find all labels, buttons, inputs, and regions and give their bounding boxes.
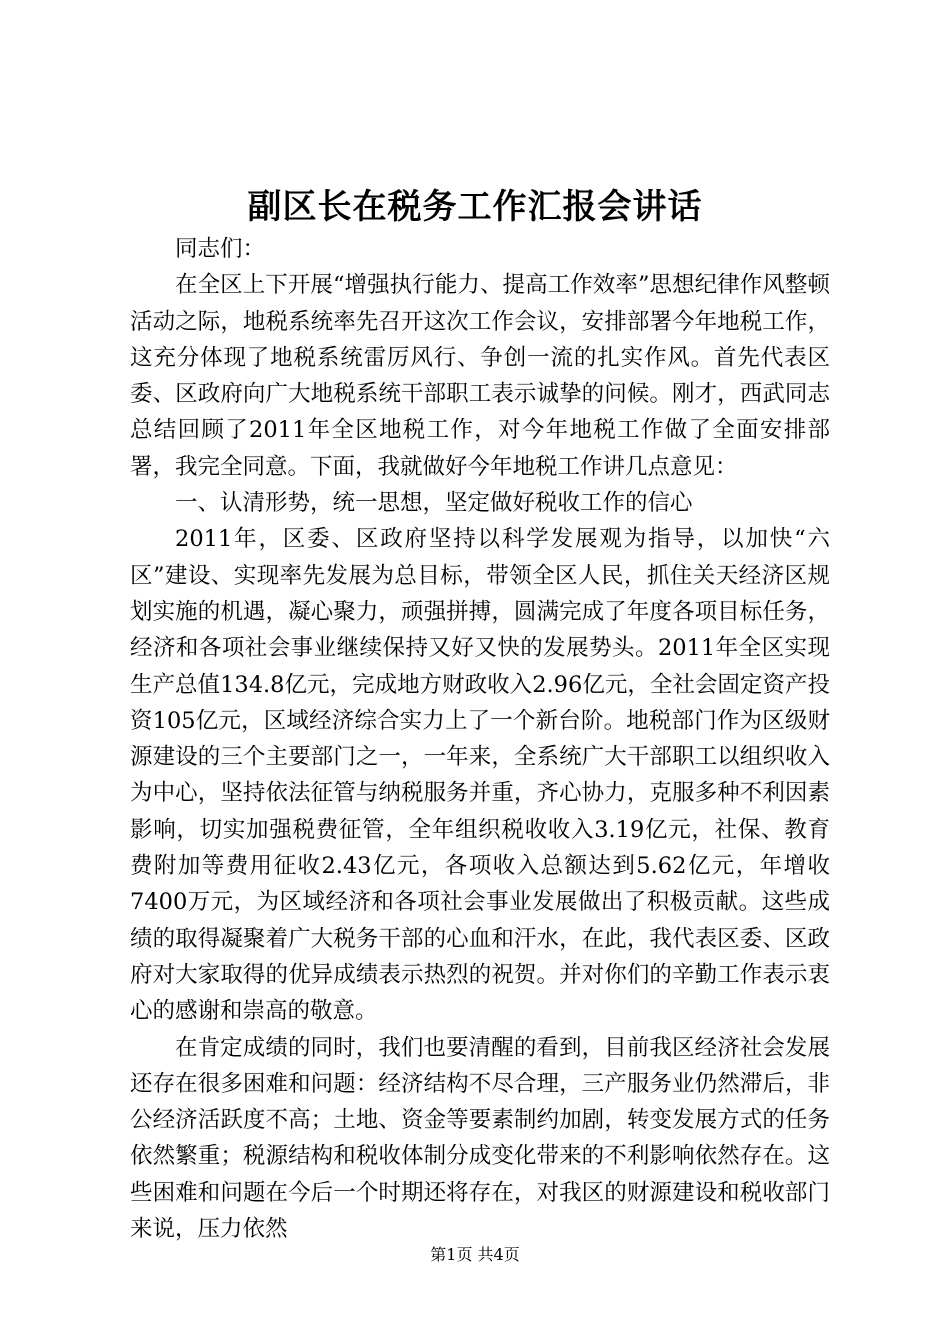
salutation-paragraph: 同志们： (175, 236, 266, 262)
challenges-paragraph: 在肯定成绩的同时，我们也要清醒的看到，目前我区经济社会发展还存在很多困难和问题：经济结构不尽合理，三产服务业仍然滞后，非公经济活跃度不高；土地、资金等要素制约加剧，转变发展方式的任务依然繁重；税源结构和税收体制分成变化带来的不利影响依然存在。这些困难和问题在今后一个时期还将存在，对我区的财源建设和税收部门来说，压力依然 (130, 1034, 830, 1243)
document-body (130, 231, 830, 1247)
page-footer: 第1页 共4页 (430, 1245, 520, 1264)
achievements-paragraph: 2011年，区委、区政府坚持以科学发展观为指导，以加快“六区”建设、实现率先发展为总目标，带领全区人民，抓住关天经济区规划实施的机遇，凝心聚力，顽强拼搏，圆满完成了年度各项目标任务，经济和各项社会事业继续保持又好又快的发展势头。2011年全区实现生产总值134.8亿元，完成地方财政收入2.96亿元，全社会固定资产投资105亿元，区域经济综合实力上了一个新台阶。地税部门作为区级财源建设的三个主要部门之一，一年来，全系统广大干部职工以组织收入为中心，坚持依法征管与纳税服务并重，齐心协力，克服多种不利因素影响，切实加强税费征管，全年组织税收收入3.19亿元，社保、教育费附加等费用征收2.43亿元，各项收入总额达到5.62亿元，年增收7400万元，为区域经济和各项社会事业发展做出了积极贡献。这些成绩的取得凝聚着广大税务干部的心血和汗水，在此，我代表区委、区政府对大家取得的优异成绩表示热烈的祝贺。并对你们的辛勤工作表示衷心的感谢和崇高的敬意。 (130, 526, 830, 1025)
page-title: 副区长在税务工作汇报会讲话 (247, 187, 703, 227)
section-heading: 一、认清形势，统一思想，坚定做好税收工作的信心 (175, 490, 693, 517)
intro-paragraph: 在全区上下开展“增强执行能力、提高工作效率”思想纪律作风整顿活动之际，地税系统率先召开这次工作会议，安排部署今年地税工作，这充分体现了地税系统雷厉风行、争创一流的扎实作风。首先代表区委、区政府向广大地税系统干部职工表示诚挚的问候。刚才，西武同志总结回顾了2011年全区地税工作，对今年地税工作做了全面安排部署，我完全同意。下面，我就做好今年地税工作讲几点意见： (130, 272, 830, 480)
